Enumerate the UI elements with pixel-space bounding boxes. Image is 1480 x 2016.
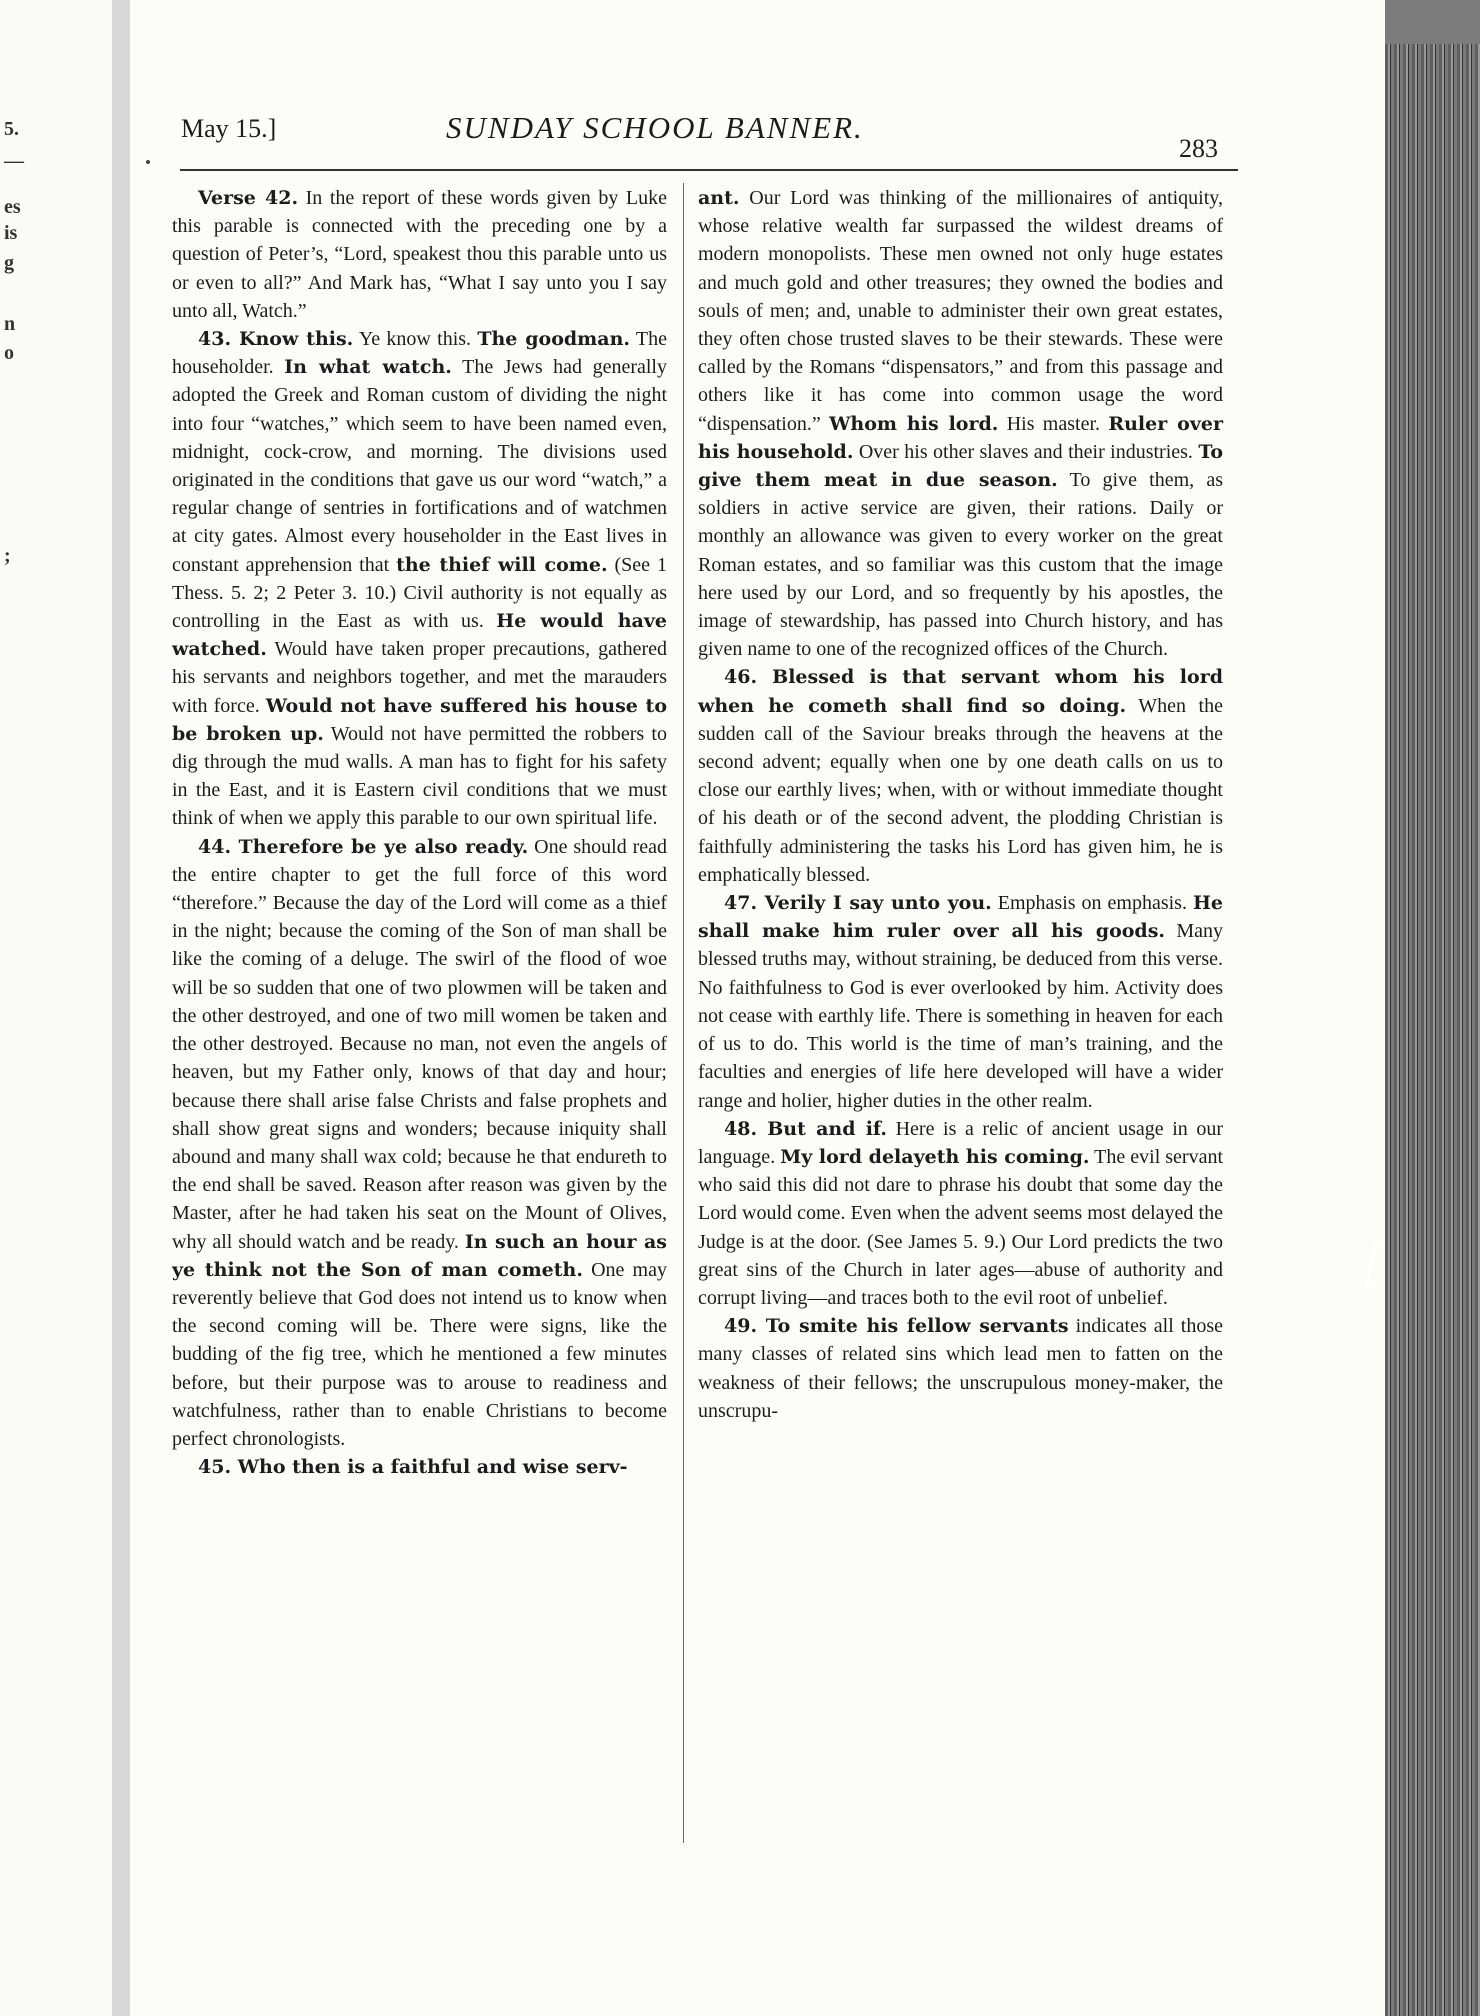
bold-lemma: Verse 42. — [198, 187, 299, 209]
book-fore-edge — [1385, 44, 1480, 2016]
text-run: The Jews had generally adopted the Greek and Roman custom of dividing the night into four “watches,” which seem to have been named even, midnight, cock-crow, and morning. The divisions used originated in the conditions that gave us our word “watch,” a regular change of sentries in fortifications and of watchmen at city gates. Almost every householder in the East lives in constant apprehension that — [172, 356, 667, 576]
text-run: The evil servant who said this did not dare to phrase his doubt that some day the Lord would come. Even when the advent seems most delayed the Judge is at the door. (See James 5. 9.) Our Lord predicts the two great sins of the Church in later ages—abuse of authority and corrupt living—and traces both to the evil root of unbelief. — [698, 1145, 1224, 1309]
page-number: 283 — [1179, 134, 1218, 163]
bold-lemma: He shall make him ruler over all his goods. — [698, 892, 1223, 943]
text-run: Here is a relic of ancient usage in our language. — [698, 1117, 1223, 1168]
text-run: Over his other slaves and their industries. — [853, 440, 1199, 463]
text-run: One may reverently believe that God does not intend us to know when the second coming will be. There were signs, like the budding of the fig tree, which he mentioned a few minutes before, but their purpose was to arouse to readiness and watchfulness, rather than to enable Christians to become perfect chronologists. — [172, 1258, 667, 1450]
paragraph — [698, 1312, 1223, 1425]
prev-edge-text: g — [4, 252, 14, 274]
prev-edge-text: es — [4, 196, 21, 218]
running-title: SUNDAY SCHOOL BANNER. — [446, 110, 864, 145]
paragraph — [698, 663, 1223, 889]
paragraph — [698, 184, 1223, 663]
bold-lemma: 49. To smite his fellow servants — [724, 1315, 1069, 1338]
paragraph — [172, 1453, 667, 1481]
bold-lemma: 43. Know this. — [198, 328, 354, 351]
text-run: Our Lord was thinking of the millionaires of antiquity, whose relative wealth far surpassed the wildest dreams of modern monopolists. These men owned not only huge estates and much gold and other treasures; they owned the bodies and souls of men; and, unable to administer their own great estates, they often chose trusted slaves to be their stewards. These were called by the Romans “dispensators,” and from this passage and others like it has come into common usage the word “dispensation.” — [698, 187, 1223, 435]
bold-lemma: the thief will come. — [396, 553, 608, 576]
paragraph — [172, 325, 667, 833]
bold-lemma: Would not have suffered his house to be broken up. — [172, 694, 667, 745]
left-column — [172, 184, 667, 1481]
text-run: (See 1 Thess. 5. 2; 2 Peter 3. 10.) Civil authority is not equally as controlling in the East as with us. — [172, 553, 667, 633]
text-run: Would not have permitted the robbers to dig through the mud walls. A man has to fight for his safety in the East, and it is Eastern civil conditions that we must think of when we apply this parable to our own spiritual life. — [172, 722, 667, 830]
prev-edge-text: n — [4, 313, 16, 335]
paragraph — [698, 889, 1223, 1115]
ink-speck — [146, 160, 150, 164]
text-run: Ye know this. — [353, 328, 478, 351]
bold-lemma: My lord delayeth his coming. — [780, 1145, 1090, 1168]
bold-lemma: 47. Verily I say unto you. — [724, 892, 992, 915]
bold-lemma: 48. But and if. — [724, 1117, 888, 1140]
bold-lemma: Ruler over his household. — [698, 412, 1223, 463]
prev-edge-text: — — [4, 150, 24, 172]
text-run: To give them, as soldiers in active service are given, their rations. Daily or monthly an allowance was given to every worker on the great Roman estates, and so familiar was this custom that the image here used by our Lord, and so frequently by his apostles, the image of stewardship, has passed into Church history, and has given name to one of the recognized offices of the Church. — [698, 469, 1223, 661]
gutter-shadow — [112, 0, 130, 2016]
text-run: Would have taken proper precautions, gathered his servants and neighbors together, and met the marauders with force. — [172, 638, 667, 717]
previous-page-margin — [0, 0, 112, 2016]
bold-lemma: The goodman. — [477, 328, 630, 351]
bold-lemma: 44. Therefore be ye also ready. — [198, 835, 529, 858]
prev-edge-text: is — [4, 222, 18, 244]
text-run: One should read the entire chapter to get the full force of this word “therefore.” Because the day of the Lord will come as a thief in the night; because the coming of the Son of man shall be like the coming of a deluge. The swirl of the flood of woe will be so sudden that one of two plowmen will be taken and the other destroyed, and one of two mill women be taken and the other destroyed. Because no man, not even the angels of heaven, but my Father only, knows of that day and hour; because there shall arise false Christs and false prophets and shall show great signs and wonders; because iniquity shall abound and many shall wax cold; because he that endureth to the end shall be saved. Reason after reason was given by the Master, after he had taken his seat on the Mount of Olives, why all should watch and be ready. — [172, 835, 667, 1253]
paragraph — [172, 833, 667, 1453]
text-run: Emphasis on emphasis. — [991, 892, 1193, 915]
bold-lemma: Whom his lord. — [829, 412, 999, 435]
column-divider — [683, 183, 684, 1843]
prev-edge-text: o — [4, 342, 14, 364]
bold-lemma: In such an hour as ye think not the Son of man cometh. — [172, 1230, 667, 1281]
text-run: In the report of these words given by Luke this parable is connected with the preceding one by a question of Peter’s, “Lord, speakest thou this parable unto us or even to all?” And Mark has, “What I say unto you I say unto all, Watch.” — [172, 187, 667, 322]
prev-edge-text: 5. — [4, 118, 19, 140]
bold-lemma: He would have watched. — [172, 610, 667, 661]
header-date: May 15.] — [181, 114, 277, 143]
prev-edge-text: ; — [4, 545, 11, 567]
text-run: Many blessed truths may, without straining, be deduced from this verse. No faithfulness to God is ever overlooked by him. Activity does not cease with earthly life. There is something in heaven for each of us to do. This world is the time of man’s training, and the faculties and energies of life here developed will have a wider range and holier, higher duties in the other realm. — [698, 920, 1223, 1112]
text-run: indicates all those many classes of related sins which lead men to fatten on the weakness of their fellows; the unscrupulous money-maker, the unscrupu- — [698, 1315, 1223, 1422]
bold-lemma: 46. Blessed is that servant whom his lord when he cometh shall find so doing. — [698, 666, 1223, 717]
right-column — [698, 184, 1223, 1425]
bold-lemma: 45. Who then is a faithful and wise serv- — [198, 1456, 628, 1479]
paragraph — [172, 184, 667, 325]
text-run: The householder. — [172, 328, 668, 379]
header-rule — [180, 169, 1238, 171]
bold-lemma: ant. — [698, 187, 740, 209]
text-run: When the sudden call of the Saviour breaks through the heavens at the second advent; equally when one by one death calls on us to close our earthly lives; when, with or without immediate thought of his death or of the second advent, the plodding Christian is faithfully administering the tasks his Lord has given him, he is emphatically blessed. — [698, 694, 1223, 886]
text-run: His master. — [998, 412, 1109, 435]
paragraph — [698, 1115, 1223, 1312]
bold-lemma: In what watch. — [284, 356, 452, 379]
bold-lemma: To give them meat in due season. — [698, 440, 1223, 492]
